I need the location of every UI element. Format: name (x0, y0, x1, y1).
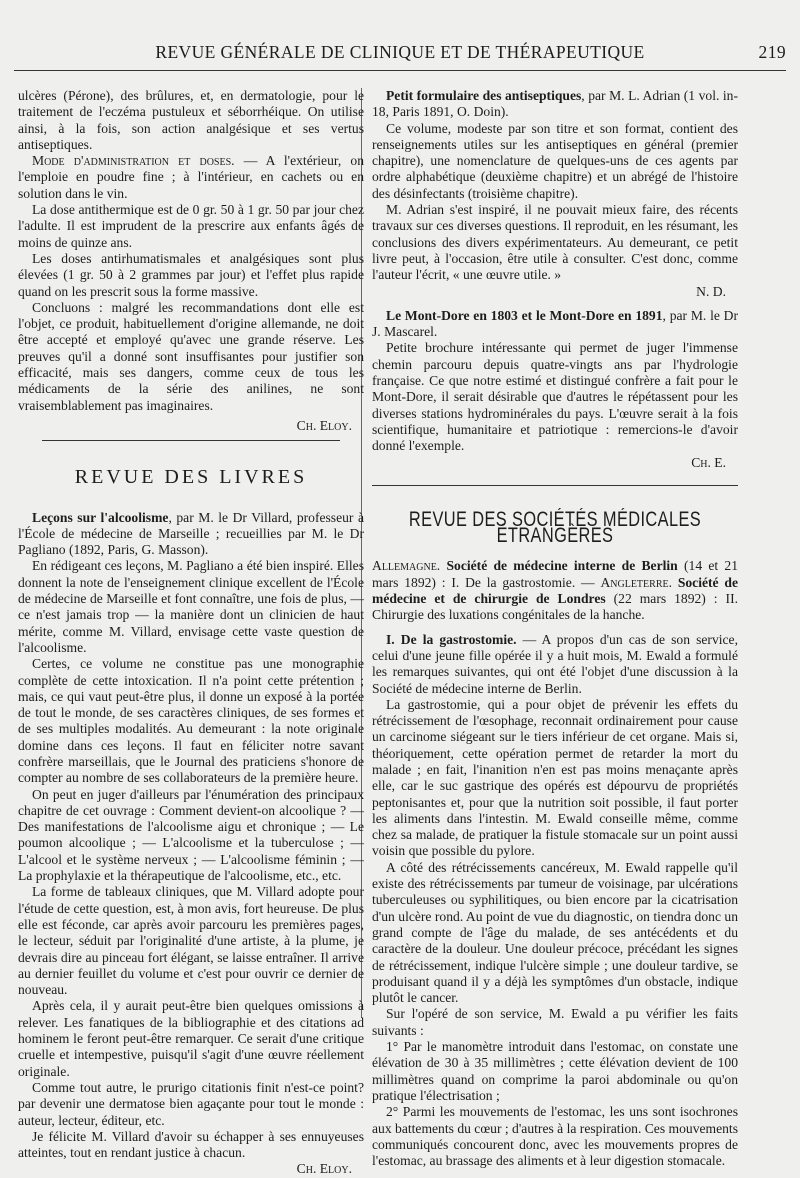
right-column (372, 88, 738, 1169)
paragraph: Je félicite M. Villard d'avoir su échapper à ses ennuyeuses atteintes, tout en rendant justice à chacun. (18, 1128, 364, 1161)
run-in-heading: I. De la gastrostomie. (386, 631, 517, 647)
section-title-societies: REVUE DES SOCIÉTÉS MÉDICALES ÉTRANGÈRES (408, 507, 702, 548)
paragraph: En rédigeant ces leçons, M. Pagliano a été bien inspiré. Elles donnent la note de l'enseignement clinique excellent de l'École de médecine de Marseille et font connaître, une fois de plus, — ce n'est jamais trop — la manière dont un clinicien de haut mérite, comme M. Villard, envisage cette vaste question de l'alcoolisme. (18, 558, 364, 655)
book-entry: Petit formulaire des antiseptiques, par M. L. Adrian (1 vol. in-18, Paris 1891, O. Doin). (372, 88, 738, 120)
paragraph: La dose antithermique est de 0 gr. 50 à 1 gr. 50 par jour chez l'adulte. Il est imprudent de la prescrire aux enfants âgés de moins de quinze ans. (18, 202, 364, 250)
section-rule (42, 440, 340, 441)
section-title-books: REVUE DES LIVRES (74, 466, 308, 489)
section-rule (372, 485, 738, 486)
run-in-heading: Mode d'administration et doses. (32, 153, 235, 169)
paragraph: Ce volume, modeste par son titre et son format, contient des renseignements utiles sur les antiseptiques en général (premier chapitre), une nomenclature de quelques-uns de ces agents par ordre alphabétique (deuxième chapitre) et un abrégé de l'histoire des désinfectants (troisième chapitre). (372, 120, 738, 201)
book-title: Le Mont-Dore en 1803 et le Mont-Dore en 1891 (386, 307, 663, 323)
paragraph: Les doses antirhumatismales et analgésiques sont plus élevées (1 gr. 50 à 2 grammes par jour) et l'effet plus rapide quand on les prescrit sous la forme massive. (18, 250, 364, 299)
paragraph: A côté des rétrécissements cancéreux, M. Ewald rappelle qu'il existe des rétrécissements par tumeur de voisinage, par ulcérations tuberculeuses ou syphilitiques, ou bien encore par la cicatrisation d'un ulcère rond. Au point de vue du diagnostic, on tiendra donc un grand compte de l'âge du malade, de ses antécédents et du caractère de la douleur. Une douleur précoce, précédant les signes de rétrécissement, indique l'ulcère simple ; une douleur tardive, se produisant quand il y a déjà les symptômes d'un obstacle, indique plutôt le cancer. (372, 859, 738, 1006)
book-entry: Leçons sur l'alcoolisme, par M. le Dr Villard, professeur à l'École de médecine de Marseille ; recueillies par M. le Dr Pagliano (1892, Paris, G. Masson). (18, 509, 365, 558)
book-title: Petit formulaire des antiseptiques (386, 88, 582, 103)
paragraph: On peut en juger d'ailleurs par l'énumération des principaux chapitre de cet ouvrage : Comment devient-on alcoolique ? — Des manifestations de l'alcoolisme aigu et chronique ; — Le poumon alcoolique ; — L'alcoolisme et la tuberculose ; — L'alcool et le système nerveux ; — L'alcoolisme féminin ; — La prophylaxie et la thérapeutique de l'alcoolisme, etc., etc. (18, 786, 364, 884)
society-entry: Allemagne. Société de médecine interne de Berlin (14 et 21 mars 1892) : I. De la gastrostomie. — Angleterre. Société de médecine et de chirurgie de Londres (22 mars 1892) : II. Chirurgie des luxations congénitales de la hanche. (372, 558, 739, 623)
signature: Ch. Eloy. (296, 1161, 352, 1177)
paragraph: 2° Parmi les mouvements de l'estomac, les uns sont isochrones aux battements du cœur ; d'autres à la respiration. Ces mouvements communiqués concourent donc, avec les mouvements propres de l'estomac, au brassage des aliments et à leur digestion stomacale. (372, 1104, 738, 1169)
paragraph: ulcères (Pérone), des brûlures, et, en dermatologie, pour le traitement de l'eczéma pustuleux et séborrhéique. On utilise ainsi, à la fois, son action analgésique et ses vertus antiseptiques. (18, 88, 364, 152)
book-entry: Le Mont-Dore en 1803 et le Mont-Dore en 1891, par M. le Dr J. Mascarel. (372, 307, 738, 340)
paragraph: M. Adrian s'est inspiré, il ne pouvait mieux faire, des récents travaux sur ces diverses questions. Il reproduit, en les résumant, les conclusions des divers expérimentateurs. Au demeurant, ce petit livre peut, à l'occasion, être utile à consulter. C'est donc, comme l'auteur l'écrit, « une œuvre utile. » (372, 202, 738, 283)
paragraph: Sur l'opéré de son service, M. Ewald a pu vérifier les faits suivants : (372, 1006, 738, 1038)
paragraph: Mode d'administration et doses. — A l'extérieur, on l'emploie en poudre fine ; à l'intérieur, en cachets ou en solution dans le vin. (18, 153, 364, 201)
paragraph: Concluons : malgré les recommandations dont elle est l'objet, ce produit, habituellement d'origine allemande, ne doit être accepté et employé qu'avec une grande réserve. Les preuves qu'il a donné sont insuffisantes pour justifier son efficacité, mais ses dangers, comme ceux de tous les médicaments de la série des anilines, ne sont vraisemblablement pas imaginaires. (18, 299, 364, 413)
paragraph: Certes, ce volume ne constitue pas une monographie complète de cette intoxication. Il n'a point cette prétention ; mais, ce qui vaut peut-être plus, il donne un exposé à la portée de tout le monde, de ses caractères cliniques, de ses formes et de ses multiples modalités. Au demeurant : la note originale domine dans ces leçons. Il faut en féliciter notre savant confrère marseillais, que le Journal des praticiens s'honore de compter au nombre de ses collaborateurs de la première heure. (18, 656, 364, 786)
left-column (18, 88, 364, 1178)
signature: Ch. E. (691, 454, 726, 470)
journal-title: REVUE GÉNÉRALE DE CLINIQUE ET DE THÉRAPEUTIQUE (155, 42, 645, 62)
paragraph: La forme de tableaux cliniques, que M. Villard adopte pour l'étude de cette question, est, à mon avis, fort heureuse. De plus elle est féconde, car après avoir parcouru les premières pages, le lecteur, séduit par l'originalité d'une artiste, à la plume, je devrais dire au pinceau fort élégant, se laisse entraîner. Il arrive au dernier feuillet du volume et c'est pour ouvrir ce dernier de nouveau. (18, 884, 364, 998)
signature: N. D. (696, 283, 726, 299)
paragraph: I. De la gastrostomie. — A propos d'un cas de son service, celui d'une jeune fille opérée il y a huit mois, M. Ewald a formulé les remarques suivantes, qui ont été l'objet d'une discussion à la Société de médecine interne de Berlin. (372, 631, 738, 696)
paragraph: Après cela, il y aurait peut-être bien quelques omissions à relever. Les fanatiques de la bibliographie et des citations ad hominem le feront peut-être remarquer. Ce serait d'une critique cruelle et intempestive, puisqu'il s'agit d'une œuvre réellement originale. (18, 998, 364, 1079)
paragraph: Comme tout autre, le prurigo citationis finit n'est-ce point? par devenir une dermatose bien agaçante pour tout le monde : auteur, lecteur, éditeur, etc. (18, 1079, 364, 1128)
signature: Ch. Eloy. (296, 417, 352, 433)
paragraph: La gastrostomie, qui a pour objet de prévenir les effets du rétrécissement de l'œsophage, reconnait ordinairement pour cause un carcinome siégeant sur le tiers inférieur de cet organe. Mais si, théoriquement, cette opération permet de retarder la mort du malade ; en fait, l'inanition n'en est pas moins menaçante après elle, car le suc gastrique des opérés est dépourvu de propriétés peptonisantes et, pour que la nutrition soit possible, il faut porter les aliments dans l'intestin. M. Ewald conseille même, comme chez sa malade, de pratiquer la fistule stomacale sur un point aussi voisin que possible du pylore. (372, 696, 738, 859)
paragraph: Petite brochure intéressante qui permet de juger l'immense chemin parcouru depuis quatre-vingts ans par l'hydrologie française. Ce que notre estimé et distingué confrère a fait pour le Mont-Dore, il serait désirable que d'autres le répétassent pour les diverses stations hydrominérales du pays. L'œuvre serait à la fois scientifique, humanitaire et patriotique : remercions-le d'avoir donné l'exemple. (372, 340, 738, 454)
running-head (14, 42, 786, 66)
header-rule (14, 70, 786, 71)
paragraph: 1° Par le manomètre introduit dans l'estomac, on constate une élévation de 30 à 35 millimètres ; cette élévation devient de 100 millimètres quand on comprime la paroi abdominale ou qu'on pratique l'électrisation ; (372, 1039, 738, 1103)
book-title: Leçons sur l'alcoolisme (32, 509, 169, 525)
page-number: 219 (758, 42, 786, 62)
